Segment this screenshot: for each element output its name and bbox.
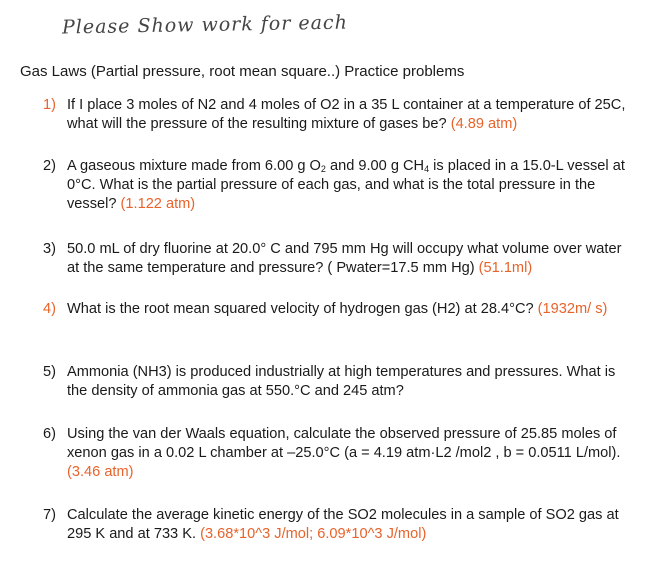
problem-number: 5) <box>43 364 56 380</box>
problem-answer: (4.89 atm) <box>450 116 518 132</box>
problem-7 <box>43 506 633 544</box>
handwritten-note: Please Show work for each <box>61 11 349 39</box>
problem-5 <box>43 363 633 401</box>
subscript: 4 <box>424 164 430 174</box>
problem-3 <box>43 240 633 278</box>
problem-text: Using the van der Waals equation, calculate the observed pressure of 25.85 moles of xenon gas in a 0.02 L chamber at –25.0°C (a = 4.19 atm·L2 /mol2 , b = 0.0511 L/mol). <box>67 426 621 461</box>
problem-answer: (3.46 atm) <box>67 464 134 480</box>
problem-text: and 9.00 g CH <box>325 158 425 174</box>
problem-answer: (51.1ml) <box>478 260 533 276</box>
problem-text: is placed in a 15.0-L vessel at 0°C. What is the partial pressure of each gas, and what is the total pressure in the vessel? <box>67 158 625 212</box>
problem-text: If I place 3 moles of N2 and 4 moles of O2 in a 35 L container at a temperature of 25C, what will the pressure of the resulting mixture of gases be? <box>67 97 626 132</box>
problem-number: 3) <box>43 241 56 257</box>
problem-text: 50.0 mL of dry fluorine at 20.0° C and 795 mm Hg will occupy what volume over water at the same temperature and pressure? ( Pwater=17.5 mm Hg) <box>67 241 622 276</box>
problem-text: What is the root mean squared velocity of hydrogen gas (H2) at 28.4°C? <box>67 301 534 317</box>
problem-answer: (1932m/ s) <box>537 301 608 317</box>
problem-4 <box>43 300 633 319</box>
subscript: 2 <box>320 164 326 174</box>
problem-number: 6) <box>43 426 56 442</box>
problem-text: Ammonia (NH3) is produced industrially at high temperatures and pressures. What is the density of ammonia gas at 550.°C and 245 atm? <box>67 364 616 399</box>
page-title: Gas Laws (Partial pressure, root mean square..) Practice problems <box>20 63 465 80</box>
problem-6 <box>43 425 633 482</box>
problem-number: 1) <box>43 97 56 113</box>
problem-number: 7) <box>43 507 56 523</box>
problem-answer: (3.68*10^3 J/mol; 6.09*10^3 J/mol) <box>200 526 427 542</box>
problem-number: 4) <box>43 301 56 317</box>
problem-text: Calculate the average kinetic energy of the SO2 molecules in a sample of SO2 gas at 295 K and at 733 K. <box>67 507 619 542</box>
problem-answer: (1.122 atm) <box>120 196 196 212</box>
problem-1 <box>43 96 633 134</box>
problem-number: 2) <box>43 158 56 174</box>
problem-2 <box>43 157 633 214</box>
problem-text: A gaseous mixture made from 6.00 g O <box>67 158 321 174</box>
